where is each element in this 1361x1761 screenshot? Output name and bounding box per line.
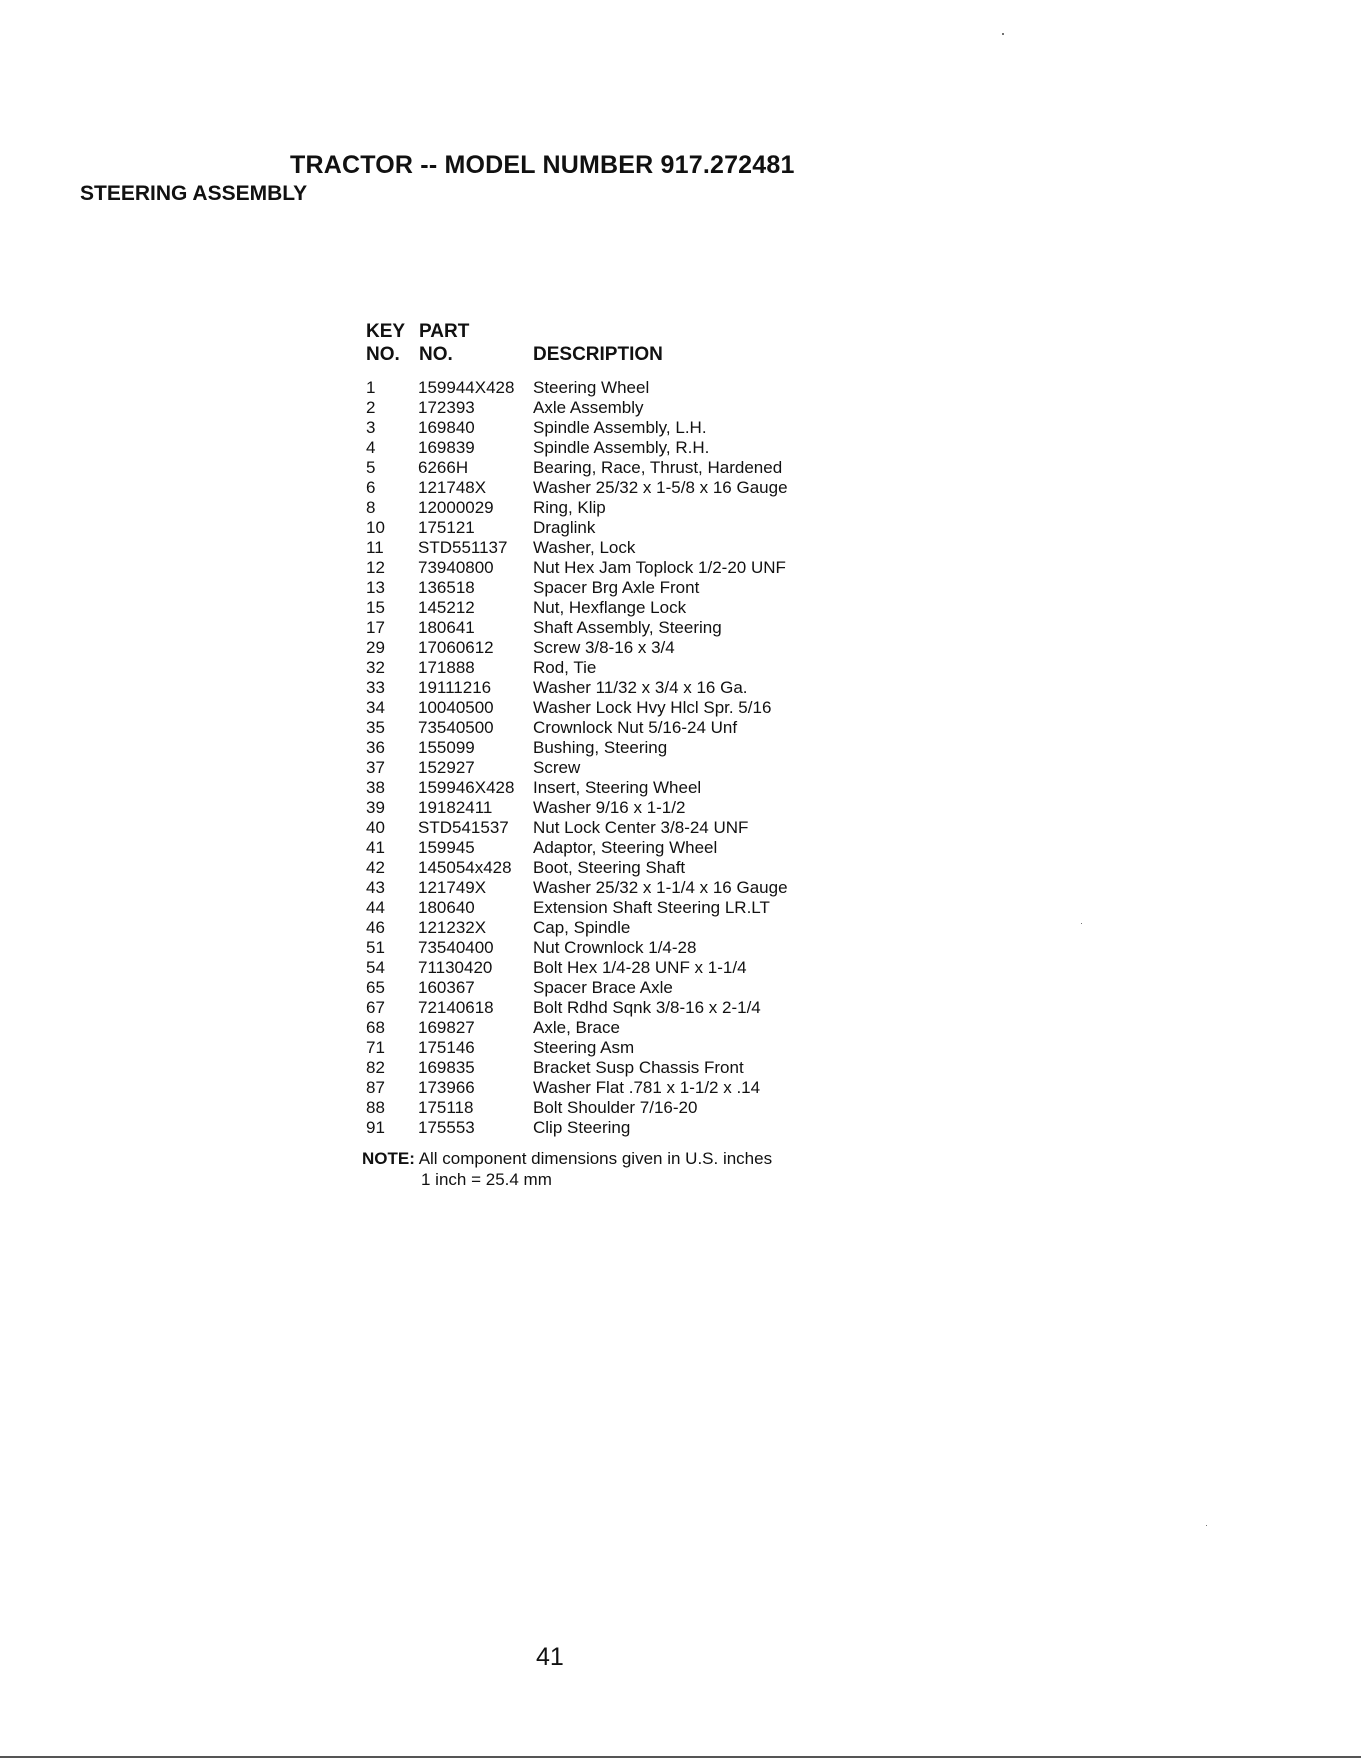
part-number-cell: 121232X [418,918,487,937]
table-row [366,858,846,878]
part-number-cell: 169839 [418,438,475,457]
part-number-cell: 159945 [418,838,475,857]
part-number-cell: 169835 [418,1058,475,1077]
key-cell: 39 [366,798,385,817]
table-row [366,1078,846,1098]
description-cell: Bolt Rdhd Sqnk 3/8-16 x 2-1/4 [533,998,761,1017]
part-number-cell: 6266H [418,458,469,477]
description-cell: Steering Asm [533,1038,635,1057]
part-number-cell: 71130420 [418,958,493,977]
description-cell: Bolt Hex 1/4-28 UNF x 1-1/4 [533,958,747,977]
note-conversion: 1 inch = 25.4 mm [421,1170,552,1189]
key-cell: 35 [366,718,385,737]
part-number-cell: 19111216 [418,678,492,697]
table-row [366,718,846,738]
description-cell: Spacer Brg Axle Front [533,578,700,597]
part-number-cell: 175553 [418,1118,475,1137]
table-row [366,798,846,818]
table-row [366,678,846,698]
part-number-cell: 180640 [418,898,475,917]
part-number-cell: 180641 [418,618,475,637]
parts-table [366,378,846,1138]
table-row [366,458,846,478]
scan-speck [1002,33,1004,35]
description-cell: Axle, Brace [533,1018,620,1037]
part-number-cell: 155099 [418,738,475,757]
page-number: 41 [536,1643,564,1671]
key-cell: 67 [366,998,385,1017]
key-cell: 10 [366,518,385,537]
key-cell: 1 [366,378,376,397]
key-cell: 38 [366,778,385,797]
key-cell: 33 [366,678,385,697]
description-cell: Washer Lock Hvy Hlcl Spr. 5/16 [533,698,772,717]
key-cell: 87 [366,1078,385,1097]
section-title: STEERING ASSEMBLY [80,182,308,205]
key-cell: 5 [366,458,376,477]
table-row [366,538,846,558]
description-cell: Washer 25/32 x 1-1/4 x 16 Gauge [533,878,788,897]
description-cell: Clip Steering [533,1118,631,1137]
part-number-cell: 72140618 [418,998,494,1017]
scan-speck [1206,1525,1207,1526]
table-row [366,1058,846,1078]
key-cell: 82 [366,1058,385,1077]
scan-edge-line [0,1756,1361,1758]
table-row [366,638,846,658]
part-number-cell: 73540500 [418,718,494,737]
table-row [366,978,846,998]
key-cell: 32 [366,658,385,677]
key-cell: 40 [366,818,385,837]
description-cell: Shaft Assembly, Steering [533,618,722,637]
part-header-line1: PART [419,321,470,342]
part-number-cell: 175118 [418,1098,474,1117]
description-cell: Spindle Assembly, L.H. [533,418,707,437]
description-cell: Nut Crownlock 1/4-28 [533,938,697,957]
description-cell: Cap, Spindle [533,918,631,937]
key-cell: 6 [366,478,376,497]
description-cell: Bracket Susp Chassis Front [533,1058,744,1077]
description-cell: Bearing, Race, Thrust, Hardened [533,458,783,477]
key-cell: 68 [366,1018,385,1037]
description-cell: Bolt Shoulder 7/16-20 [533,1098,698,1117]
part-number-cell: 73940800 [418,558,494,577]
part-number-cell: 160367 [418,978,475,997]
part-number-cell: 17060612 [418,638,494,657]
part-number-cell: 19182411 [418,798,493,817]
table-row [366,998,846,1018]
table-row [366,1018,846,1038]
part-number-cell: 145054x428 [418,858,512,877]
description-cell: Spacer Brace Axle [533,978,673,997]
part-number-cell: 173966 [418,1078,475,1097]
part-number-cell: 159946X428 [418,778,515,797]
table-row [366,658,846,678]
description-cell: Screw [533,758,581,777]
description-header: DESCRIPTION [533,344,663,365]
table-row [366,478,846,498]
description-cell: Bushing, Steering [533,738,668,757]
key-cell: 15 [366,598,385,617]
description-cell: Draglink [533,518,596,537]
part-number-cell: 159944X428 [418,378,515,397]
table-row [366,958,846,978]
key-cell: 42 [366,858,385,877]
part-number-cell: 145212 [418,598,475,617]
part-number-cell: 152927 [418,758,475,777]
table-row [366,618,846,638]
description-cell: Boot, Steering Shaft [533,858,686,877]
key-cell: 41 [366,838,385,857]
part-number-cell: 172393 [418,398,475,417]
table-row [366,558,846,578]
description-cell: Extension Shaft Steering LR.LT [533,898,770,917]
part-number-cell: 12000029 [418,498,494,517]
description-cell: Steering Wheel [533,378,650,397]
page-title: TRACTOR -- MODEL NUMBER 917.272481 [290,151,795,179]
part-number-cell: 175121 [418,518,475,537]
table-row [366,398,846,418]
key-cell: 88 [366,1098,385,1117]
table-row [366,438,846,458]
table-row [366,1118,846,1138]
description-cell: Nut Hex Jam Toplock 1/2-20 UNF [533,558,786,577]
table-row [366,498,846,518]
part-number-cell: 175146 [418,1038,475,1057]
key-cell: 11 [366,538,384,557]
table-row [366,838,846,858]
scan-speck [1081,923,1082,924]
key-cell: 8 [366,498,376,517]
key-cell: 12 [366,558,385,577]
key-cell: 51 [366,938,385,957]
key-cell: 44 [366,898,385,917]
key-cell: 54 [366,958,385,977]
key-cell: 34 [366,698,385,717]
key-cell: 71 [366,1038,385,1057]
note-label: NOTE: [362,1149,415,1168]
key-cell: 36 [366,738,385,757]
part-number-cell: STD551137 [418,538,508,557]
table-row [366,578,846,598]
description-cell: Spindle Assembly, R.H. [533,438,710,457]
table-row [366,758,846,778]
key-cell: 17 [366,618,385,637]
description-cell: Washer, Lock [533,538,636,557]
key-cell: 2 [366,398,376,417]
table-row [366,418,846,438]
description-cell: Nut, Hexflange Lock [533,598,687,617]
description-cell: Nut Lock Center 3/8-24 UNF [533,818,749,837]
key-cell: 4 [366,438,376,457]
part-number-cell: 136518 [418,578,475,597]
key-cell: 91 [366,1118,385,1137]
table-row [366,898,846,918]
table-row [366,518,846,538]
table-row [366,738,846,758]
part-number-cell: 121749X [418,878,487,897]
description-cell: Washer 25/32 x 1-5/8 x 16 Gauge [533,478,788,497]
part-header-line2: NO. [419,344,453,365]
table-row [366,818,846,838]
description-cell: Adaptor, Steering Wheel [533,838,718,857]
table-row [366,698,846,718]
table-row [366,1038,846,1058]
description-cell: Insert, Steering Wheel [533,778,702,797]
key-cell: 29 [366,638,385,657]
part-number-cell: STD541537 [418,818,509,837]
key-cell: 13 [366,578,385,597]
description-cell: Rod, Tie [533,658,597,677]
part-number-cell: 171888 [418,658,475,677]
key-cell: 43 [366,878,385,897]
part-number-cell: 169840 [418,418,475,437]
note [362,1148,772,1190]
description-cell: Washer 11/32 x 3/4 x 16 Ga. [533,678,748,697]
description-cell: Screw 3/8-16 x 3/4 [533,638,675,657]
note-text: All component dimensions given in U.S. inches [418,1149,773,1168]
description-cell: Crownlock Nut 5/16-24 Unf [533,718,738,737]
table-row [366,598,846,618]
note-line1 [362,1148,772,1169]
table-row [366,918,846,938]
table-row [366,778,846,798]
table-row [366,878,846,898]
part-number-cell: 169827 [418,1018,475,1037]
key-cell: 65 [366,978,385,997]
key-cell: 37 [366,758,385,777]
key-header-line1: KEY [366,321,406,342]
table-row [366,378,846,398]
description-cell: Ring, Klip [533,498,606,517]
table-row [366,1098,846,1118]
part-number-cell: 10040500 [418,698,494,717]
part-number-cell: 73540400 [418,938,494,957]
description-cell: Washer Flat .781 x 1-1/2 x .14 [533,1078,761,1097]
key-header-line2: NO. [366,344,400,365]
part-number-cell: 121748X [418,478,487,497]
table-row [366,938,846,958]
description-cell: Axle Assembly [533,398,644,417]
key-cell: 46 [366,918,385,937]
description-cell: Washer 9/16 x 1-1/2 [533,798,686,817]
key-cell: 3 [366,418,376,437]
